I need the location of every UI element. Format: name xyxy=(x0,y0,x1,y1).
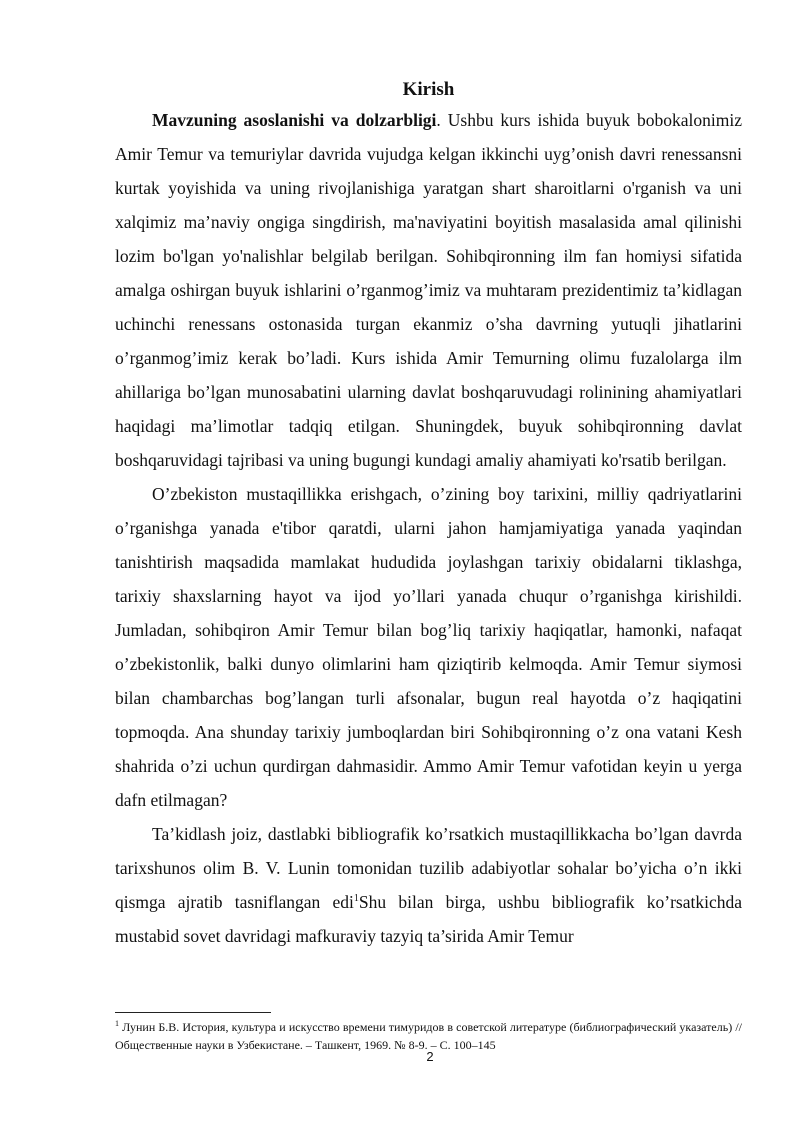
footnote-separator xyxy=(115,1012,271,1013)
paragraph-3 xyxy=(115,817,742,953)
footnote-reference[interactable]: 1 xyxy=(353,893,359,905)
paragraph-3-before: Ta’kidlash joiz, dastlabki bibliografik ko’rsatkich mustaqillikkacha bo’lgan davrda tarixshunos olim B. V. Lunin tomonidan tuzilib adabiyotlar sohalar bo’yicha o’n ikki qismga ajratib tasniflangan edi xyxy=(115,824,742,912)
paragraph-2: O’zbekiston mustaqillikka erishgach, o’zining boy tarixini, milliy qadriyatlarini o’rganishga yanada e'tibor qaratdi, ularni jahon hamjamiyatiga yanada yaqindan tanishtirish maqsadida mamlakat hududida joylashgan tarixiy obidalarni tiklashga, tarixiy shaxslarning hayot va ijod yo’llari yanada chuqur o’rganishga kirishildi. Jumladan, sohibqiron Amir Temur bilan bog’liq tarixiy haqiqatlar, hamonki, nafaqat o’zbekistonlik, balki dunyo olimlarini ham qiziqtirib kelmoqda. Amir Temur siymosi bilan chambarchas bog’langan turli afsonalar, bugun real hayotda o’z haqiqatini topmoqda. Ana shunday tarixiy jumboqlardan biri Sohibqironning o’z ona vatani Kesh shahrida o’zi uchun qurdirgan dahmasidir. Ammo Amir Temur vafotidan keyin u yerga dafn etilmagan? xyxy=(115,484,742,810)
footnote-text: Лунин Б.В. История, культура и искусство времени тимуридов в советской литературе (библиографический указатель) // Общественные науки в Узбекистане. – Ташкент, 1969. № 8-9. – С. 100–145 xyxy=(115,1020,742,1052)
section-heading: Kirish xyxy=(402,79,455,100)
paragraph-1-text: . Ushbu kurs ishida buyuk bobokalonimiz Amir Temur va temuriylar davrida vujudga kelgan ikkinchi uyg’onish davri renessansni kurtak yoyishida va uning rivojlanishiga yaratgan shart sharoitlarni o'rganish va uni xalqimiz ma’naviy ongiga singdirish, ma'naviyatini boyitish masalasida amal qilinishi lozim bo'lgan yo'nalishlar belgilab berilgan. Sohibqironning ilm fan homiysi sifatida amalga oshirgan buyuk ishlarini o’rganmog’imiz va muhtaram prezidentimiz ta’kidlagan uchinchi renessans ostonasida turgan ekanmiz o’sha davrning yutuqli jihatlarini o’rganmog’imiz kerak bo’ladi. Kurs ishida Amir Temurning olimu fuzalolarga ilm ahillariga bo’lgan munosabatini ularning davlat boshqaruvudagi rolinining ahamiyatlari haqidagi ma’limotlar tadqiq etilgan. Shuningdek, buyuk sohibqironning davlat boshqaruvidagi tajribasi va uning bugungi kundagi amaliy ahamiyati ko'rsatib berilgan. xyxy=(115,110,742,470)
page-number: 2 xyxy=(426,1049,434,1064)
body-content xyxy=(115,78,742,953)
footnote-marker: 1 xyxy=(115,1019,119,1028)
paragraph-1 xyxy=(115,103,742,477)
paragraph-3-after: Shu bilan birga, ushbu bibliografik ko’rsatkichda mustabid sovet davridagi mafkuraviy tazyiq ta’sirida Amir Temur xyxy=(115,892,743,946)
paragraph-1-lead: Mavzuning asoslanishi va dolzarbligi xyxy=(152,110,437,130)
